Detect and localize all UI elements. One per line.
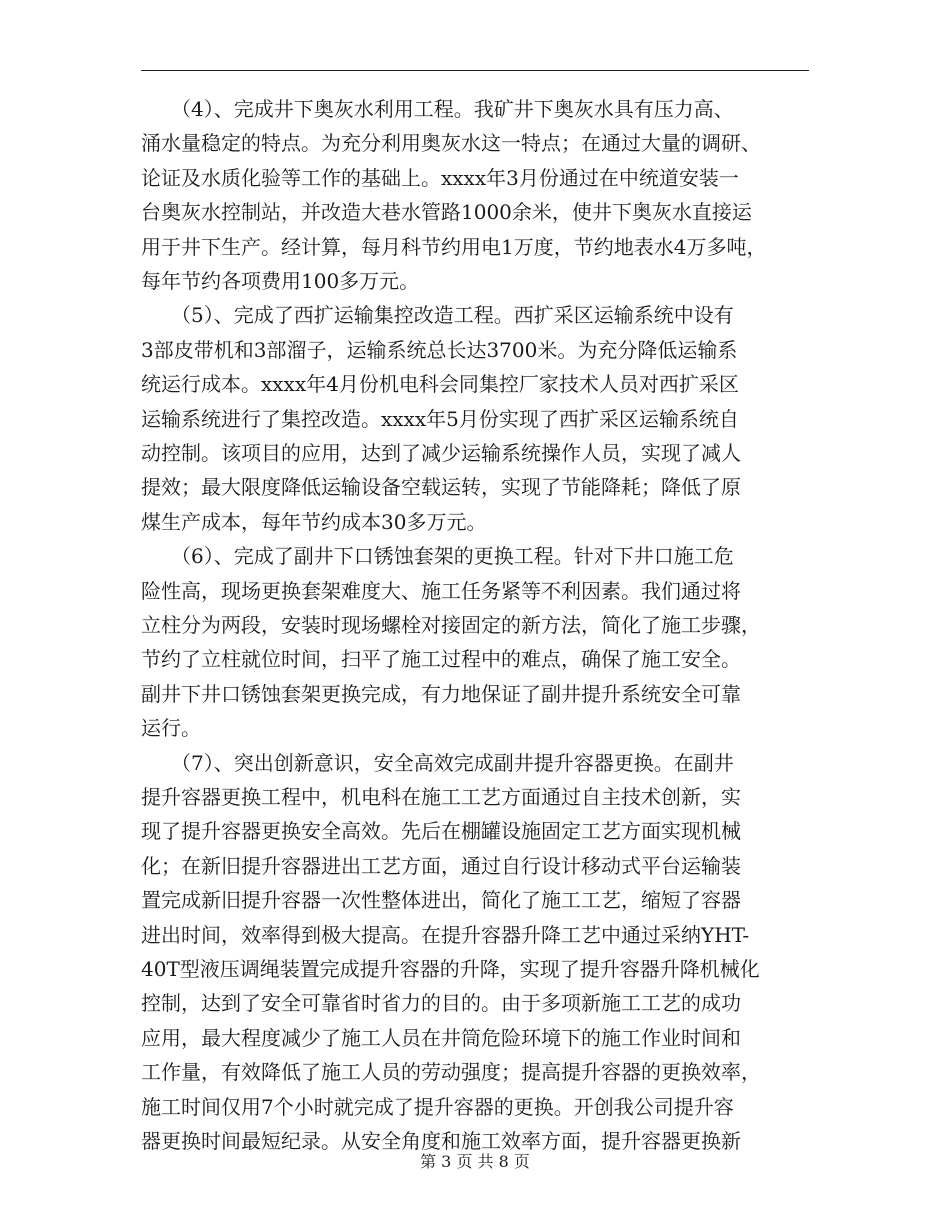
- text-line: （4）、完成井下奥灰水利用工程。我矿井下奥灰水具有压力高、: [141, 97, 734, 121]
- header-rule: [141, 70, 809, 71]
- text-line: 进出时间，效率得到极大提高。在提升容器升降工艺中通过采纳YHT-: [141, 922, 750, 947]
- text-line: 施工时间仅用7个小时就完成了提升容器的更换。开创我公司提升容: [141, 1094, 734, 1119]
- text-line: 40T型液压调绳装置完成提升容器的升降，实现了提升容器升降机械化: [141, 957, 760, 981]
- text-line: 工作量，有效降低了施工人员的劳动强度；提高提升容器的更换效率，: [141, 1060, 761, 1085]
- text-line: 副井下井口锈蚀套架更换完成，有力地保证了副井提升系统安全可靠: [141, 681, 741, 706]
- text-line: 3部皮带机和3部溜子，运输系统总长达3700米。为充分降低运输系: [141, 337, 738, 362]
- text-line: 用于井下生产。经计算，每月科节约用电1万度，节约地表水4万多吨，: [141, 234, 767, 259]
- text-line: （7）、突出创新意识，安全高效完成副井提升容器更换。在副井: [141, 750, 734, 775]
- text-line: 器更换时间最短纪录。从安全角度和施工效率方面，提升容器更换新: [141, 1129, 741, 1153]
- text-line: 置完成新旧提升容器一次性整体进出，简化了施工工艺，缩短了容器: [141, 888, 741, 913]
- text-line: 煤生产成本，每年节约成本30多万元。: [141, 509, 487, 534]
- page-number: 第 3 页 共 8 页: [420, 1152, 530, 1171]
- text-line: 运输系统进行了集控改造。xxxx年5月份实现了西扩采区运输系统自: [141, 406, 739, 431]
- text-line: 立柱分为两段，安装时现场螺栓对接固定的新方法，简化了施工步骤，: [141, 613, 761, 637]
- text-line: 每年节约各项费用100多万元。: [141, 269, 420, 293]
- text-line: 动控制。该项目的应用，达到了减少运输系统操作人员，实现了减人: [141, 441, 741, 465]
- text-line: 提升容器更换工程中，机电科在施工工艺方面通过自主技术创新，实: [141, 785, 741, 809]
- text-line: 节约了立柱就位时间，扫平了施工过程中的难点，确保了施工安全。: [141, 647, 741, 672]
- text-line: 化；在新旧提升容器进出工艺方面，通过自行设计移动式平台运输装: [141, 853, 741, 878]
- text-line: 运行。: [141, 716, 201, 741]
- text-line: 论证及水质化验等工作的基础上。xxxx年3月份通过在中统道安装一: [141, 165, 739, 190]
- text-line: （6）、完成了副井下口锈蚀套架的更换工程。针对下井口施工危: [141, 544, 734, 569]
- text-line: （5）、完成了西扩运输集控改造工程。西扩采区运输系统中设有: [141, 303, 734, 328]
- text-line: 险性高，现场更换套架难度大、施工任务紧等不利因素。我们通过将: [141, 578, 741, 603]
- text-line: 应用，最大程度减少了施工人员在井筒危险环境下的施工作业时间和: [141, 1025, 741, 1050]
- text-line: 统运行成本。xxxx年4月份机电科会同集控厂家技术人员对西扩采区: [141, 372, 739, 397]
- text-line: 控制，达到了安全可靠省时省力的目的。由于多项新施工工艺的成功: [141, 991, 741, 1016]
- text-line: 现了提升容器更换安全高效。先后在棚罐设施固定工艺方面实现机械: [141, 819, 741, 844]
- text-line: 台奥灰水控制站，并改造大巷水管路1000余米，使井下奥灰水直接运: [141, 200, 752, 225]
- text-line: 涌水量稳定的特点。为充分利用奥灰水这一特点；在通过大量的调研、: [141, 131, 761, 156]
- text-line: 提效；最大限度降低运输设备空载运转，实现了节能降耗；降低了原: [141, 475, 741, 500]
